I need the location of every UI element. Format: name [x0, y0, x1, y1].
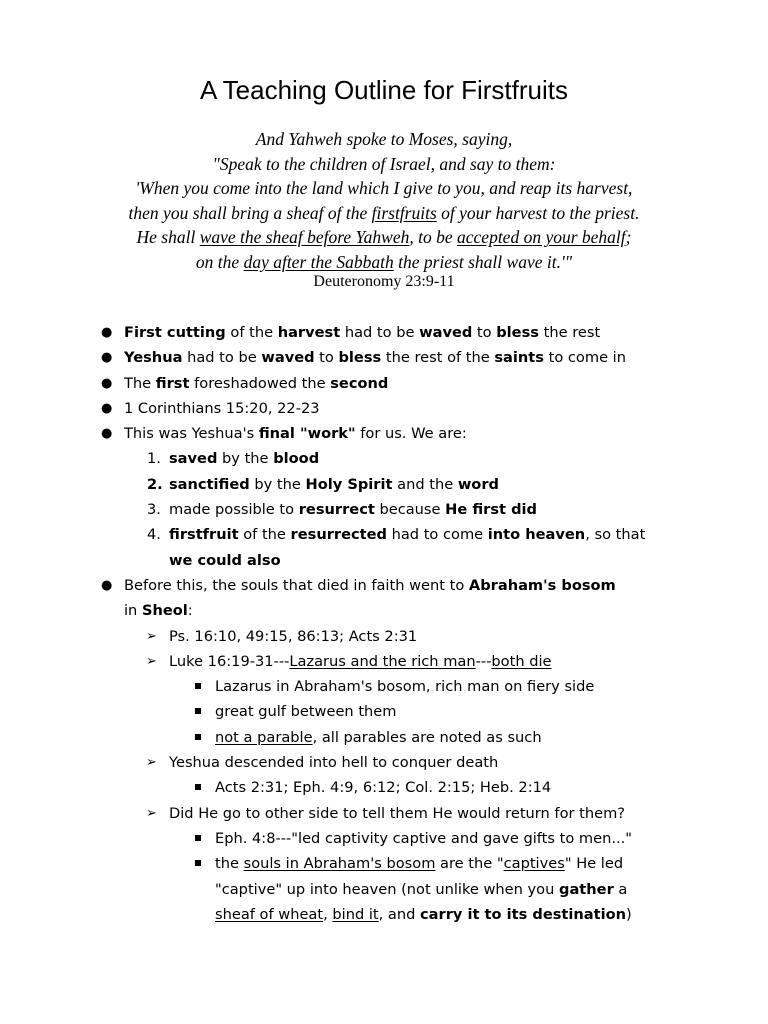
verse-text: on the: [195, 251, 244, 272]
arrow-bullet-icon: ➢: [146, 755, 157, 771]
list-item-text: made possible to resurrect because He first did: [169, 501, 538, 519]
bullet-icon: ●: [101, 325, 113, 340]
sub-sub-list-item: [0, 725, 768, 750]
verse-underline: day after the Sabbath: [243, 251, 394, 272]
bullet-icon: ●: [101, 400, 113, 416]
square-bullet-icon: [195, 860, 201, 866]
list-item: [0, 421, 768, 446]
list-item-text: Ps. 16:10, 49:15, 86:13; Acts 2:31: [169, 627, 418, 645]
arrow-bullet-icon: ➢: [146, 653, 157, 669]
sub-sub-list-item: [0, 775, 768, 800]
scripture-reference: Deuteronomy 23:9-11: [313, 273, 455, 290]
list-item-text: Eph. 4:8---"led captivity captive and gave gifts to men...": [215, 829, 632, 847]
list-item-text: Lazarus in Abraham's bosom, rich man on fiery side: [215, 678, 595, 696]
verse-text: He shall: [136, 227, 200, 248]
page-title: A Teaching Outline for Firstfruits: [199, 75, 568, 105]
list-item-text: Before this, the souls that died in faith went to Abraham's bosom: [124, 576, 616, 594]
list-item-text: 1 Corinthians 15:20, 22-23: [124, 399, 320, 417]
verse-line-4: [0, 201, 768, 226]
item-number: 3.: [147, 501, 161, 519]
list-item-text: the souls in Abraham's bosom are the "captives" He led: [215, 855, 624, 873]
sub-sub-list-item-continuation: [0, 902, 768, 927]
sub-list-item: [0, 624, 768, 649]
list-item-continuation: [0, 598, 768, 623]
numbered-item: [0, 497, 768, 522]
arrow-bullet-icon: ➢: [146, 628, 157, 644]
verse-line-5: [0, 225, 768, 250]
item-number: 1.: [147, 450, 161, 468]
verse-underline: wave the sheaf before Yahweh: [199, 227, 410, 248]
bullet-icon: ●: [101, 577, 113, 593]
verse-line-2: "Speak to the children of Israel, and say to them:: [212, 153, 556, 174]
numbered-item: [0, 472, 768, 497]
verse-text: ;: [625, 227, 632, 248]
bullet-icon: ●: [101, 375, 113, 391]
verse-text: the priest shall wave it.'": [393, 251, 573, 272]
verse-underline: accepted on your behalf: [457, 227, 626, 248]
list-item-text: Luke 16:19-31---Lazarus and the rich man---both die: [169, 652, 552, 670]
outline-list: [0, 320, 768, 927]
numbered-item: [0, 522, 768, 547]
list-item-text: Yeshua had to be waved to bless the rest of the saints to come in: [124, 349, 626, 367]
verse-underline: firstfruits: [371, 202, 437, 223]
sub-list-item: [0, 801, 768, 826]
sub-sub-list-item: [0, 699, 768, 724]
list-item-text: The first foreshadowed the second: [124, 374, 389, 392]
list-item-text: great gulf between them: [215, 703, 397, 721]
list-item-text: saved by the blood: [169, 450, 320, 468]
numbered-item-continuation: [0, 548, 768, 573]
list-item-text: "captive" up into heaven (not unlike when you gather a: [215, 880, 628, 898]
list-item: [0, 345, 768, 370]
list-item-text: First cutting of the harvest had to be waved to bless the rest: [124, 324, 601, 341]
list-item-text: sheaf of wheat, bind it, and carry it to its destination): [215, 905, 632, 923]
verse-line-3: 'When you come into the land which I give to you, and reap its harvest,: [135, 178, 633, 199]
square-bullet-icon: [195, 734, 201, 740]
item-number: 2.: [147, 475, 163, 493]
list-item-text: This was Yeshua's final "work" for us. We are:: [124, 425, 467, 443]
sub-sub-list-item: [0, 826, 768, 851]
list-item-text: Did He go to other side to tell them He would return for them?: [169, 804, 626, 822]
square-bullet-icon: [195, 683, 201, 689]
sub-list-item: [0, 649, 768, 674]
sub-sub-list-item: [0, 674, 768, 699]
sub-sub-list-item-continuation: [0, 877, 768, 902]
list-item-text: sanctified by the Holy Spirit and the word: [169, 475, 499, 493]
list-item-text: not a parable, all parables are noted as such: [215, 728, 542, 746]
list-item: [0, 396, 768, 421]
list-item-text: Yeshua descended into hell to conquer death: [169, 754, 499, 772]
list-item-text: Acts 2:31; Eph. 4:9, 6:12; Col. 2:15; Heb. 2:14: [215, 779, 552, 797]
verse-text: of your harvest to the priest.: [436, 202, 640, 223]
sub-list-item: [0, 750, 768, 775]
list-item-text: firstfruit of the resurrected had to come into heaven, so that: [169, 526, 646, 544]
list-item-text: we could also: [169, 551, 281, 569]
verse-text: , to be: [409, 227, 458, 248]
square-bullet-icon: [195, 708, 201, 714]
bullet-icon: ●: [101, 350, 113, 366]
square-bullet-icon: [195, 835, 201, 841]
list-item: [0, 371, 768, 396]
list-item: [0, 320, 768, 345]
bullet-icon: ●: [101, 426, 113, 442]
arrow-bullet-icon: ➢: [146, 805, 157, 821]
list-item: [0, 573, 768, 598]
list-item-text: in Sheol:: [124, 602, 193, 620]
square-bullet-icon: [195, 784, 201, 790]
sub-sub-list-item: [0, 851, 768, 876]
item-number: 4.: [147, 526, 161, 544]
verse-text: then you shall bring a sheaf of the: [128, 202, 372, 223]
numbered-item: [0, 446, 768, 471]
scripture-quote: [0, 127, 768, 275]
verse-line-1: And Yahweh spoke to Moses, saying,: [255, 129, 513, 149]
